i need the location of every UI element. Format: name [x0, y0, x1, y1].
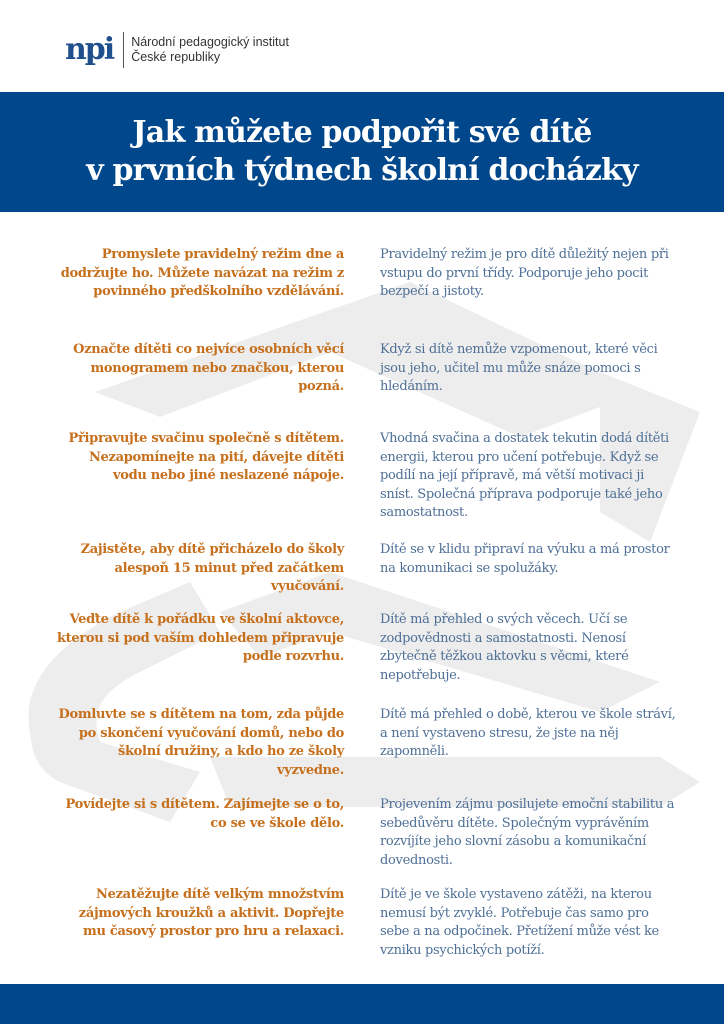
tip-text: Promyslete pravidelný režim dne a dodržujte ho. Můžete navázat na režim z povinného předškolního vzdělávání. [60, 247, 344, 299]
tip-explanation: Vhodná svačina a dostatek tekutin dodá dítěti energii, kterou pro učení potřebuje. Když se podílí na její přípravě, má větší motivaci ji sníst. Společná příprava podporuje také jeho samostatnost. [380, 431, 669, 520]
tip-explanation: Dítě má přehled o svých věcech. Učí se zodpovědnosti a samostatnosti. Nenosí zbytečně těžkou aktovku s věcmi, které nepotřebuje. [380, 612, 629, 683]
tip-text: Označte dítěti co nejvíce osobních věcí monogramem nebo značkou, kterou pozná. [73, 342, 344, 394]
title-line-1: Jak můžete podpořit své dítě [132, 115, 592, 150]
logo-mark: npi [65, 32, 114, 67]
tip-text: Veďte dítě k pořádku ve školní aktovce, kterou si pod vaším dohledem připravuje podle rozvrhu. [56, 612, 344, 664]
footer-bar [0, 984, 724, 1024]
tip-explanation: Pravidelný režim je pro dítě důležitý nejen při vstupu do první třídy. Podporuje jeho pocit bezpečí a jistoty. [380, 247, 669, 299]
tip-text: Domluvte se s dítětem na tom, zda půjde po skončení vyučování domů, nebo do školní družiny, a kdo ho ze školy vyzvedne. [58, 707, 344, 778]
tip-text: Připravujte svačinu společně s dítětem. Nezapomínejte na pití, dávejte dítěti vodu nebo jiné neslazené nápoje. [68, 431, 344, 483]
title-line-2: v prvních týdnech školní docházky [86, 153, 638, 188]
npi-logo [65, 32, 289, 68]
tip-explanation: Když si dítě nemůže vzpomenout, které věci jsou jeho, učitel mu může snáze pomoci s hledáním. [380, 342, 658, 394]
page-title [86, 114, 638, 190]
logo-divider [123, 32, 124, 68]
org-name [131, 35, 289, 65]
org-name-line2: České republiky [131, 50, 221, 64]
tip-text: Povídejte si s dítětem. Zajímejte se o to, co se ve škole dělo. [65, 797, 344, 831]
org-name-line1: Národní pedagogický institut [131, 35, 289, 49]
tip-explanation: Projevením zájmu posilujete emoční stabilitu a sebedůvěru dítěte. Společným vyprávěním rozvíjíte jeho slovní zásobu a komunikační dovednosti. [380, 797, 675, 868]
header [0, 0, 724, 92]
title-banner [0, 92, 724, 212]
tip-explanation: Dítě má přehled o době, kterou ve škole stráví, a není vystaveno stresu, že jste na něj zapomněli. [380, 707, 676, 759]
tip-text: Nezatěžujte dítě velkým množstvím zájmových kroužků a aktivit. Dopřejte mu časový prostor pro hru a relaxaci. [78, 887, 344, 939]
tip-text: Zajistěte, aby dítě přicházelo do školy alespoň 15 minut před začátkem vyučování. [80, 542, 344, 594]
tip-explanation: Dítě je ve škole vystaveno zátěži, na kterou nemusí být zvyklé. Potřebuje čas samo pro sebe a na odpočinek. Přetížení může vést ke vzniku psychických potíží. [380, 887, 659, 958]
tip-explanation: Dítě se v klidu připraví na výuku a má prostor na komunikaci se spolužáky. [380, 542, 670, 576]
